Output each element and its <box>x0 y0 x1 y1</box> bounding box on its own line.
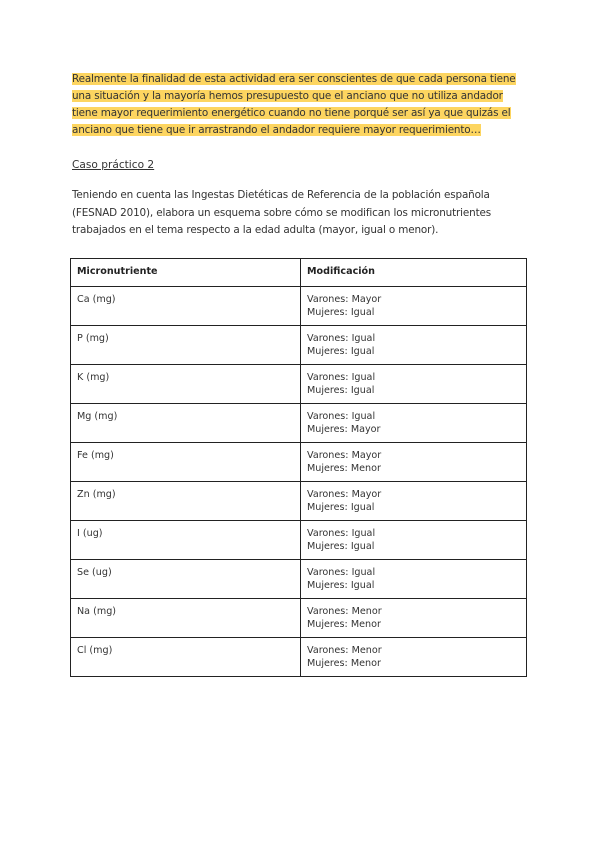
mujeres-value: Mujeres: Igual <box>307 541 375 552</box>
table-row <box>71 287 527 326</box>
modification-cell <box>301 365 527 404</box>
modification-cell <box>301 443 527 482</box>
mujeres-value: Mujeres: Menor <box>307 463 381 474</box>
paragraph-line: Teniendo en cuenta las Ingestas Dietéticas de Referencia de la población española <box>72 189 490 201</box>
table-row <box>71 638 527 677</box>
table-row <box>71 365 527 404</box>
modification-cell <box>301 404 527 443</box>
nutrient-cell: Na (mg) <box>71 599 301 638</box>
mujeres-value: Mujeres: Igual <box>307 385 375 396</box>
varones-value: Varones: Igual <box>307 567 376 578</box>
nutrient-cell: Fe (mg) <box>71 443 301 482</box>
nutrient-cell: P (mg) <box>71 326 301 365</box>
mujeres-value: Mujeres: Menor <box>307 658 381 669</box>
table-row <box>71 404 527 443</box>
varones-value: Varones: Mayor <box>307 294 382 305</box>
varones-value: Varones: Menor <box>307 645 382 656</box>
modification-cell <box>301 560 527 599</box>
mujeres-value: Mujeres: Igual <box>307 580 375 591</box>
varones-value: Varones: Igual <box>307 411 376 422</box>
modification-cell <box>301 521 527 560</box>
varones-value: Varones: Mayor <box>307 489 382 500</box>
varones-value: Varones: Mayor <box>307 450 382 461</box>
highlight-line: una situación y la mayoría hemos presupuesto que el anciano que no utiliza andador <box>72 90 503 102</box>
highlight-line: Realmente la finalidad de esta actividad era ser conscientes de que cada persona tiene <box>72 73 516 85</box>
modification-cell <box>301 638 527 677</box>
header-micronutriente: Micronutriente <box>71 259 301 287</box>
varones-value: Varones: Igual <box>307 372 376 383</box>
header-modificacion: Modificación <box>301 259 527 287</box>
mujeres-value: Mujeres: Mayor <box>307 424 381 435</box>
paragraph-line: trabajados en el tema respecto a la edad adulta (mayor, igual o menor). <box>72 224 439 236</box>
instructions-paragraph <box>72 187 532 240</box>
highlight-line: tiene mayor requerimiento energético cuando no tiene porqué ser así ya que quizás el <box>72 107 511 119</box>
table-row <box>71 443 527 482</box>
highlight-line: anciano que tiene que ir arrastrando el andador requiere mayor requerimiento… <box>72 124 481 136</box>
nutrient-cell: K (mg) <box>71 365 301 404</box>
highlighted-paragraph <box>72 71 532 139</box>
nutrient-cell: Mg (mg) <box>71 404 301 443</box>
modification-cell <box>301 326 527 365</box>
mujeres-value: Mujeres: Menor <box>307 619 381 630</box>
modification-cell <box>301 599 527 638</box>
varones-value: Varones: Igual <box>307 528 376 539</box>
mujeres-value: Mujeres: Igual <box>307 502 375 513</box>
paragraph-line: (FESNAD 2010), elabora un esquema sobre cómo se modifican los micronutrientes <box>72 206 492 219</box>
nutrient-cell: I (ug) <box>71 521 301 560</box>
section-heading: Caso práctico 2 <box>72 159 155 171</box>
varones-value: Varones: Menor <box>307 606 382 617</box>
table-row <box>71 521 527 560</box>
mujeres-value: Mujeres: Igual <box>307 307 375 318</box>
nutrient-cell: Ca (mg) <box>71 287 301 326</box>
varones-value: Varones: Igual <box>307 333 376 344</box>
micronutrient-table <box>70 258 527 677</box>
table-row <box>71 482 527 521</box>
table-row <box>71 599 527 638</box>
table-row <box>71 560 527 599</box>
nutrient-cell: Zn (mg) <box>71 482 301 521</box>
nutrient-cell: Cl (mg) <box>71 638 301 677</box>
table-header-row <box>71 259 527 287</box>
modification-cell <box>301 482 527 521</box>
nutrient-cell: Se (ug) <box>71 560 301 599</box>
modification-cell <box>301 287 527 326</box>
table-row <box>71 326 527 365</box>
mujeres-value: Mujeres: Igual <box>307 346 375 357</box>
